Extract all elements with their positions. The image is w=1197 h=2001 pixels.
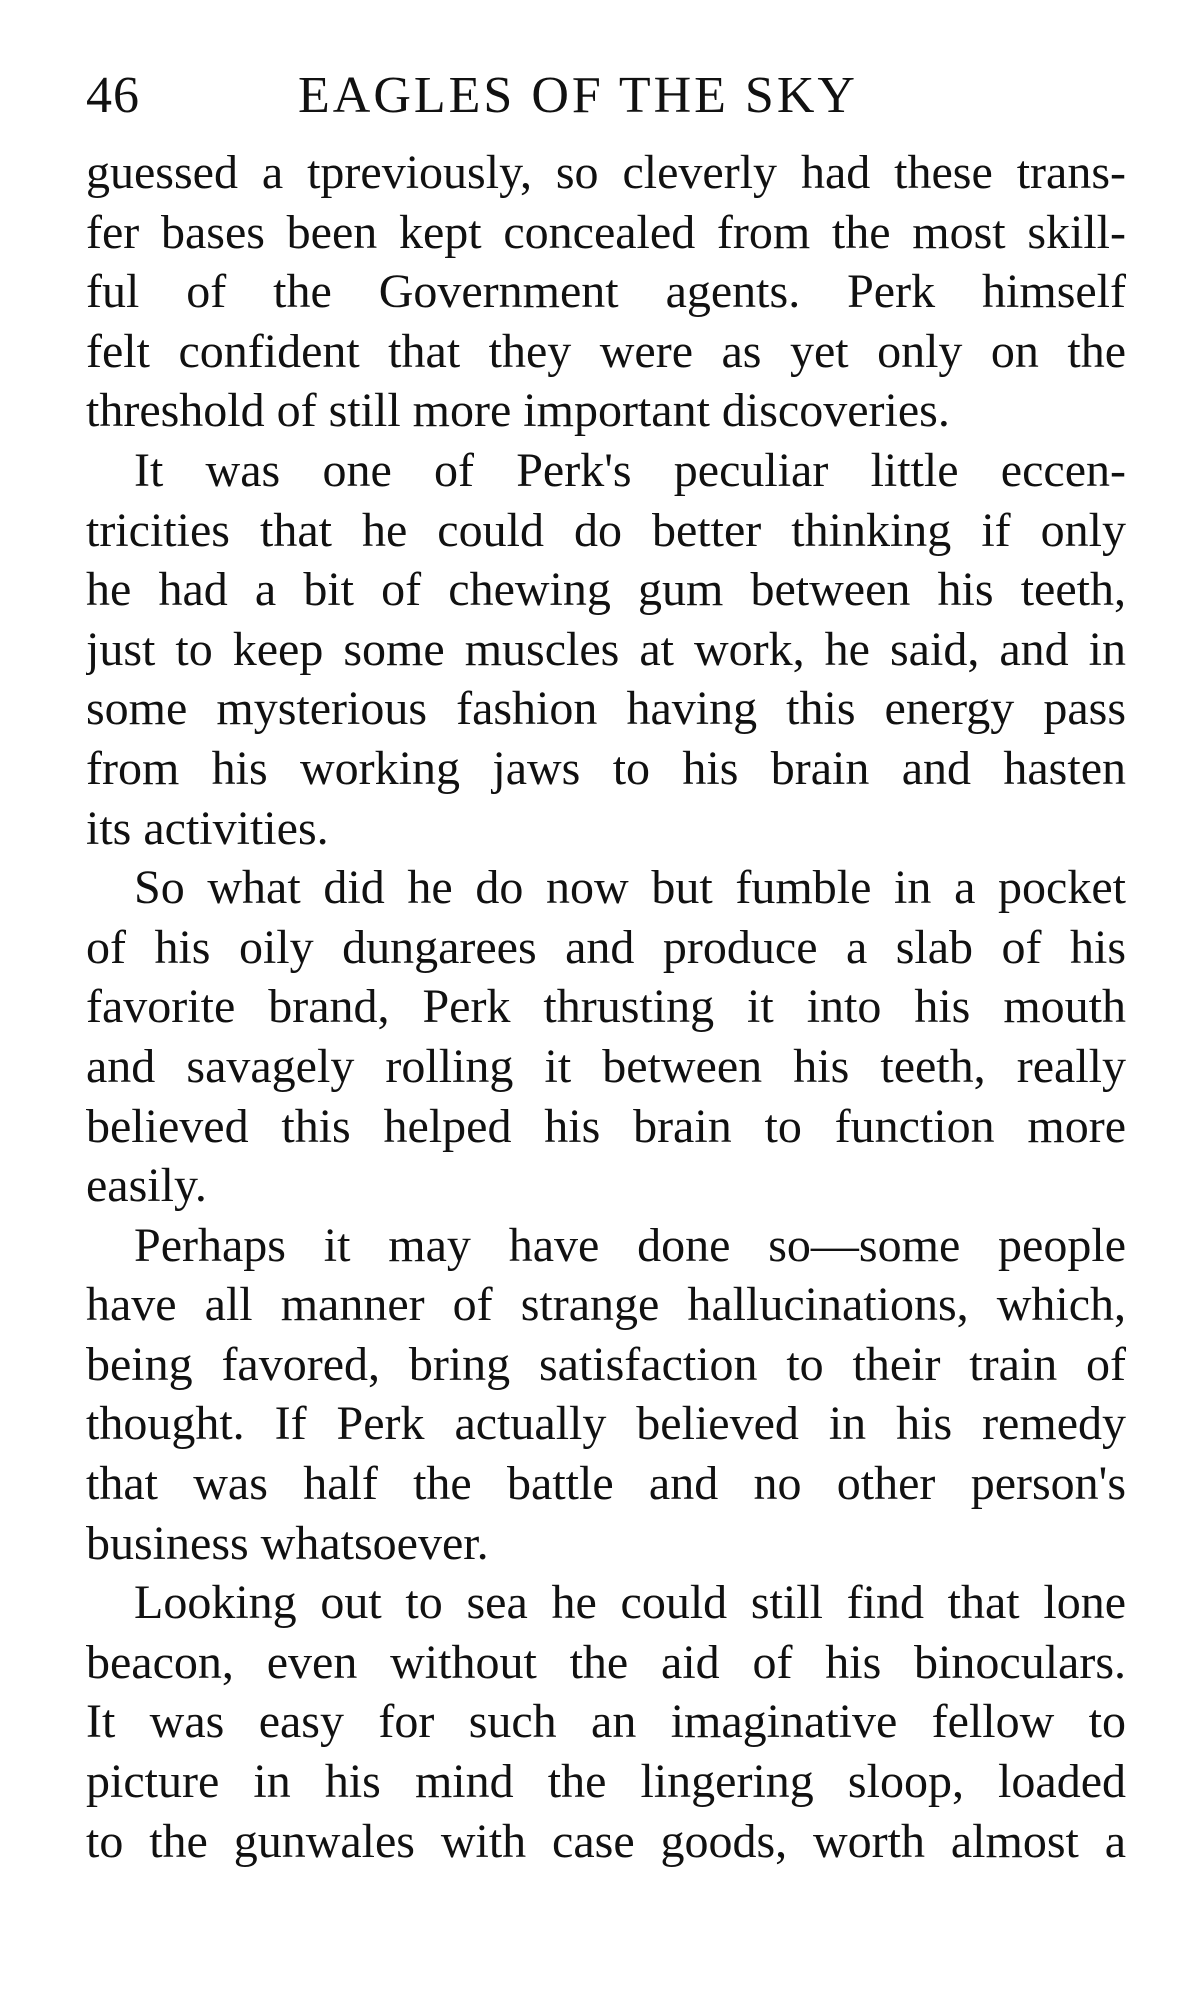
text-line: just to keep some muscles at work, he said, and in xyxy=(86,622,1126,676)
text-line: guessed a tpreviously, so cleverly had these trans- xyxy=(86,146,1126,199)
text-line: It was easy for such an imaginative fellow to xyxy=(86,1695,1126,1749)
text-line: business whatsoever. xyxy=(86,1516,489,1570)
body-text xyxy=(86,143,1126,1871)
text-line: and savagely rolling it between his teeth, really xyxy=(86,1039,1126,1093)
text-line: believed this helped his brain to function more xyxy=(86,1099,1126,1153)
text-line: threshold of still more important discoveries. xyxy=(86,384,950,438)
text-line: So what did he do now but fumble in a pocket xyxy=(134,861,1126,915)
running-head xyxy=(86,56,1126,136)
text-line: ful of the Government agents. Perk himself xyxy=(86,265,1126,319)
text-line: its activities. xyxy=(86,801,329,855)
text-line: being favored, bring satisfaction to their train of xyxy=(86,1337,1126,1391)
text-line: beacon, even without the aid of his binoculars. xyxy=(86,1635,1126,1689)
text-line: he had a bit of chewing gum between his teeth, xyxy=(86,563,1126,617)
text-line: Looking out to sea he could still find that lone xyxy=(134,1576,1126,1630)
text-line: have all manner of strange hallucinations, which, xyxy=(86,1278,1126,1332)
text-line: fer bases been kept concealed from the most skill- xyxy=(86,205,1126,259)
text-line: Perhaps it may have done so—some people xyxy=(134,1218,1126,1272)
text-line: from his working jaws to his brain and hasten xyxy=(86,741,1126,795)
text-line: felt confident that they were as yet only on the xyxy=(86,324,1126,378)
text-line: picture in his mind the lingering sloop, loaded xyxy=(86,1755,1126,1809)
text-line: some mysterious fashion having this energy pass xyxy=(86,682,1126,736)
text-line: to the gunwales with case goods, worth almost a xyxy=(86,1814,1126,1868)
text-line: easily. xyxy=(86,1159,207,1213)
page-number: 46 xyxy=(86,67,140,124)
text-line: It was one of Perk's peculiar little eccen- xyxy=(134,443,1126,497)
text-line: that was half the battle and no other person's xyxy=(86,1457,1126,1511)
text-line: thought. If Perk actually believed in his remedy xyxy=(86,1397,1126,1451)
text-line: favorite brand, Perk thrusting it into his mouth xyxy=(86,980,1126,1034)
text-line: of his oily dungarees and produce a slab of his xyxy=(86,920,1126,974)
text-line: tricities that he could do better thinking if only xyxy=(86,503,1126,557)
running-title: EAGLES OF THE SKY xyxy=(298,67,858,124)
